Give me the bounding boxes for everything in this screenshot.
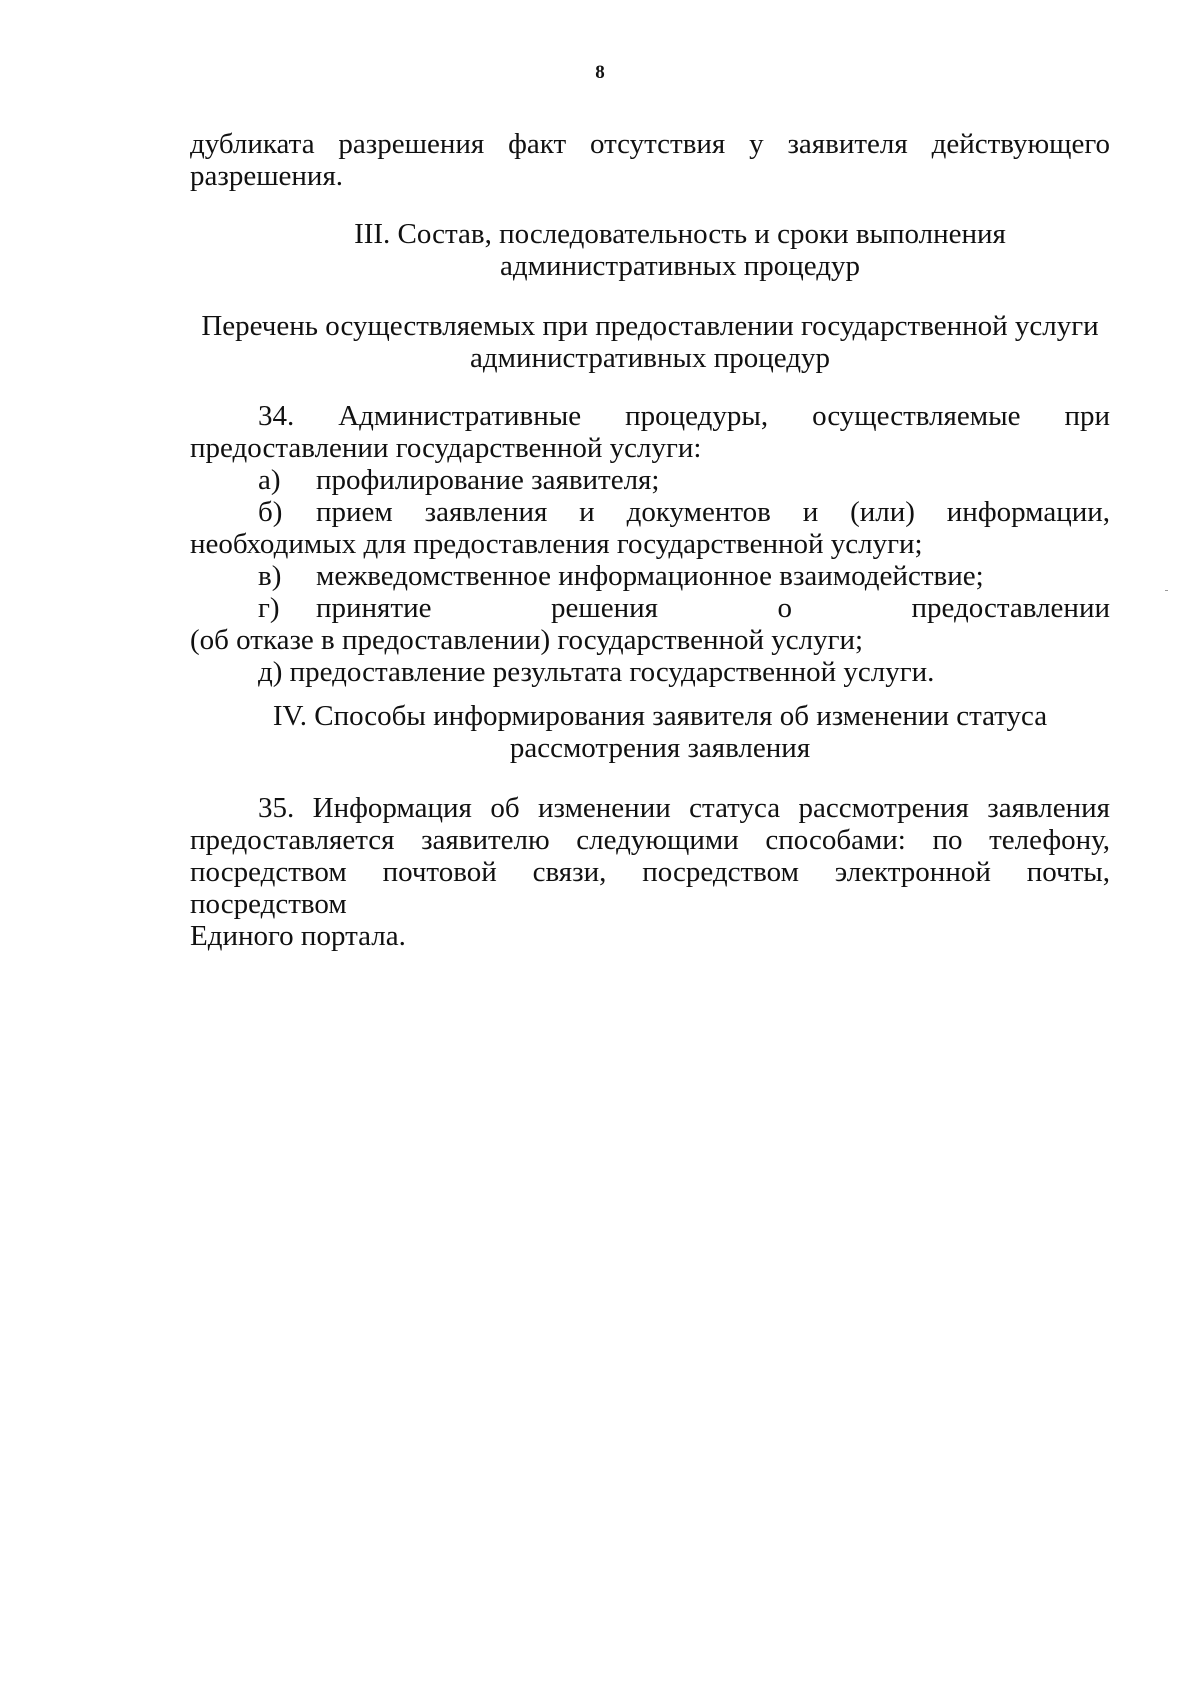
section-4-title-line-2: рассмотрения заявления — [509, 732, 811, 764]
list-marker: г) — [258, 592, 280, 624]
paragraph-34-line-2: предоставлении государственной услуги: — [190, 432, 702, 464]
list-item-g — [190, 592, 1110, 624]
page-number: 8 — [595, 62, 605, 83]
list-item-v — [190, 560, 1110, 592]
list-item-text: прием заявления и документов и (или) информации, — [316, 496, 1110, 528]
paragraph-35-line-1: 35. Информация об изменении статуса рассмотрения заявления — [258, 792, 1110, 824]
list-item-text: принятие решения о предоставлении — [316, 592, 1110, 624]
list-item-text: межведомственное информационное взаимодействие; — [316, 560, 984, 592]
section-3-subtitle-line-2: административных процедур — [470, 342, 830, 374]
list-marker: б) — [258, 496, 283, 528]
intro-line-1: дубликата разрешения факт отсутствия у заявителя действующего — [190, 128, 1110, 160]
paragraph-35-line-2: предоставляется заявителю следующими способами: по телефону, — [190, 824, 1110, 856]
section-3-subtitle — [190, 310, 1110, 374]
intro-paragraph — [190, 128, 1110, 192]
section-4-title-line-1: IV. Способы информирования заявителя об изменении статуса — [272, 700, 1048, 732]
list-item-b-continuation: необходимых для предоставления государственной услуги; — [190, 528, 923, 560]
paragraph-35 — [190, 792, 1110, 952]
list-item-d — [190, 656, 1110, 688]
paragraph-34-line-1: 34. Административные процедуры, осуществляемые при — [258, 400, 1110, 432]
section-3-title-line-2: административных процедур — [500, 250, 860, 282]
section-3-subtitle-line-1: Перечень осуществляемых при предоставлении государственной услуги — [201, 310, 1099, 342]
section-3-title-line-1: III. Состав, последовательность и сроки выполнения — [354, 218, 1006, 250]
section-3-title — [330, 218, 1030, 282]
paragraph-35-line-3: посредством почтовой связи, посредством электронной почты, посредством — [190, 856, 1110, 920]
paragraph-35-line-4: Единого портала. — [190, 920, 406, 952]
list-item-text: д) предоставление результата государственной услуги. — [258, 656, 935, 688]
list-item-a — [190, 464, 1110, 496]
list-item-b — [190, 496, 1110, 528]
list-item-text: профилирование заявителя; — [316, 464, 660, 496]
intro-line-2: разрешения. — [190, 160, 344, 192]
list-marker: в) — [258, 560, 282, 592]
section-4-title — [230, 700, 1090, 764]
scan-speck — [1165, 590, 1168, 591]
list-item-g-continuation: (об отказе в предоставлении) государственной услуги; — [190, 624, 864, 656]
paragraph-34 — [190, 400, 1110, 688]
list-marker: а) — [258, 464, 281, 496]
